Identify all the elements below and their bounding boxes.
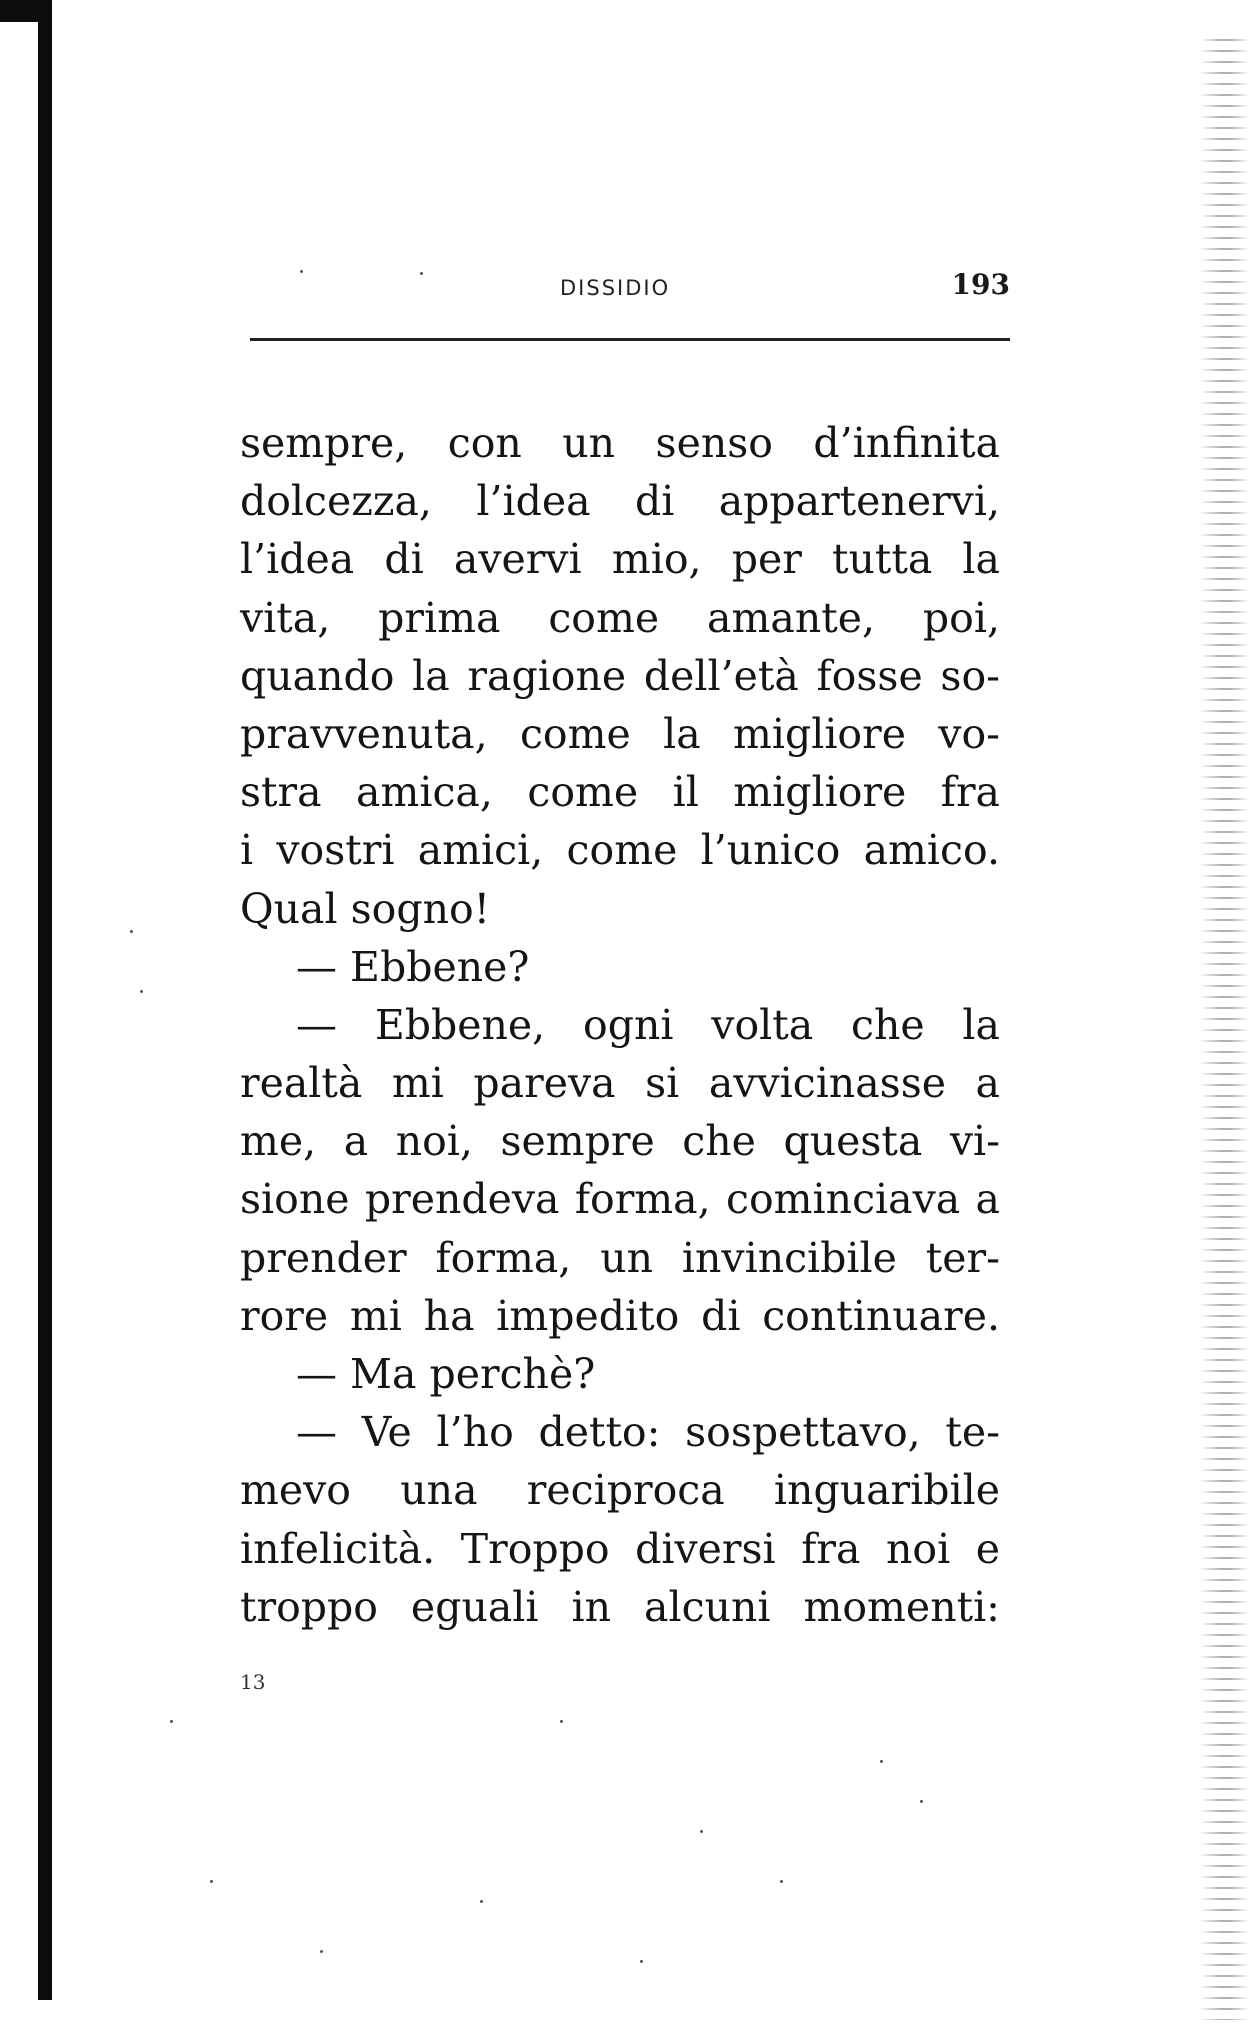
binding-edge xyxy=(38,0,52,2000)
text-line: quando la ragione dell’età fosse so- xyxy=(240,651,1000,700)
text-line: me, a noi, sempre che questa vi- xyxy=(240,1117,1000,1166)
dialogue-line: — Ebbene, ogni volta che la xyxy=(296,1000,1000,1049)
scan-speck xyxy=(560,1720,563,1723)
text-line: i vostri amici, come l’unico amico. xyxy=(240,826,1000,875)
scan-speck xyxy=(700,1830,703,1833)
scan-speck xyxy=(140,990,143,993)
header-rule xyxy=(250,338,1010,341)
dialogue-line: — Ve l’ho detto: sospettavo, te- xyxy=(296,1408,1000,1457)
text-line: prender forma, un invincibile ter- xyxy=(240,1233,1000,1282)
page-number: 193 xyxy=(951,268,1010,301)
scan-speck xyxy=(170,1720,173,1723)
text-line: rore mi ha impedito di continuare. xyxy=(240,1291,1000,1340)
page-header xyxy=(250,268,1010,308)
text-line: pravvenuta, come la migliore vo- xyxy=(240,709,1000,758)
text-line: stra amica, come il migliore fra xyxy=(240,768,1000,817)
scan-speck xyxy=(780,1880,783,1883)
scan-speck xyxy=(640,1960,643,1963)
scan-speck xyxy=(920,1800,923,1803)
running-title: DISSIDIO xyxy=(560,276,671,300)
dialogue-line: — Ebbene? xyxy=(296,942,530,991)
text-line: realtà mi pareva si avvicinasse a xyxy=(240,1059,1000,1108)
scan-speck xyxy=(480,1900,483,1903)
scan-speck xyxy=(210,1880,213,1883)
text-line: dolcezza, l’idea di appartenervi, xyxy=(240,477,1000,526)
scan-speck xyxy=(880,1760,883,1763)
signature-mark: 13 xyxy=(240,1670,266,1694)
text-line: mevo una reciproca inguaribile xyxy=(240,1466,1000,1515)
scan-speck xyxy=(320,1950,323,1953)
text-line: infelicità. Troppo diversi fra noi e xyxy=(240,1524,1000,1573)
text-line: vita, prima come amante, poi, xyxy=(240,593,1000,642)
scan-speck xyxy=(300,270,303,273)
scan-gutter-noise xyxy=(1200,30,1250,2020)
body-text xyxy=(240,414,1000,1636)
text-line: sempre, con un senso d’infinita xyxy=(240,419,1000,467)
scan-speck xyxy=(420,272,423,275)
text-line: sione prendeva forma, cominciava a xyxy=(240,1175,1000,1224)
text-line: Qual sogno! xyxy=(240,884,491,933)
dialogue-line: — Ma perchè? xyxy=(296,1350,596,1398)
text-line: troppo eguali in alcuni momenti: xyxy=(240,1582,1000,1631)
text-line: l’idea di avervi mio, per tutta la xyxy=(240,535,1000,584)
scan-speck xyxy=(130,930,133,933)
